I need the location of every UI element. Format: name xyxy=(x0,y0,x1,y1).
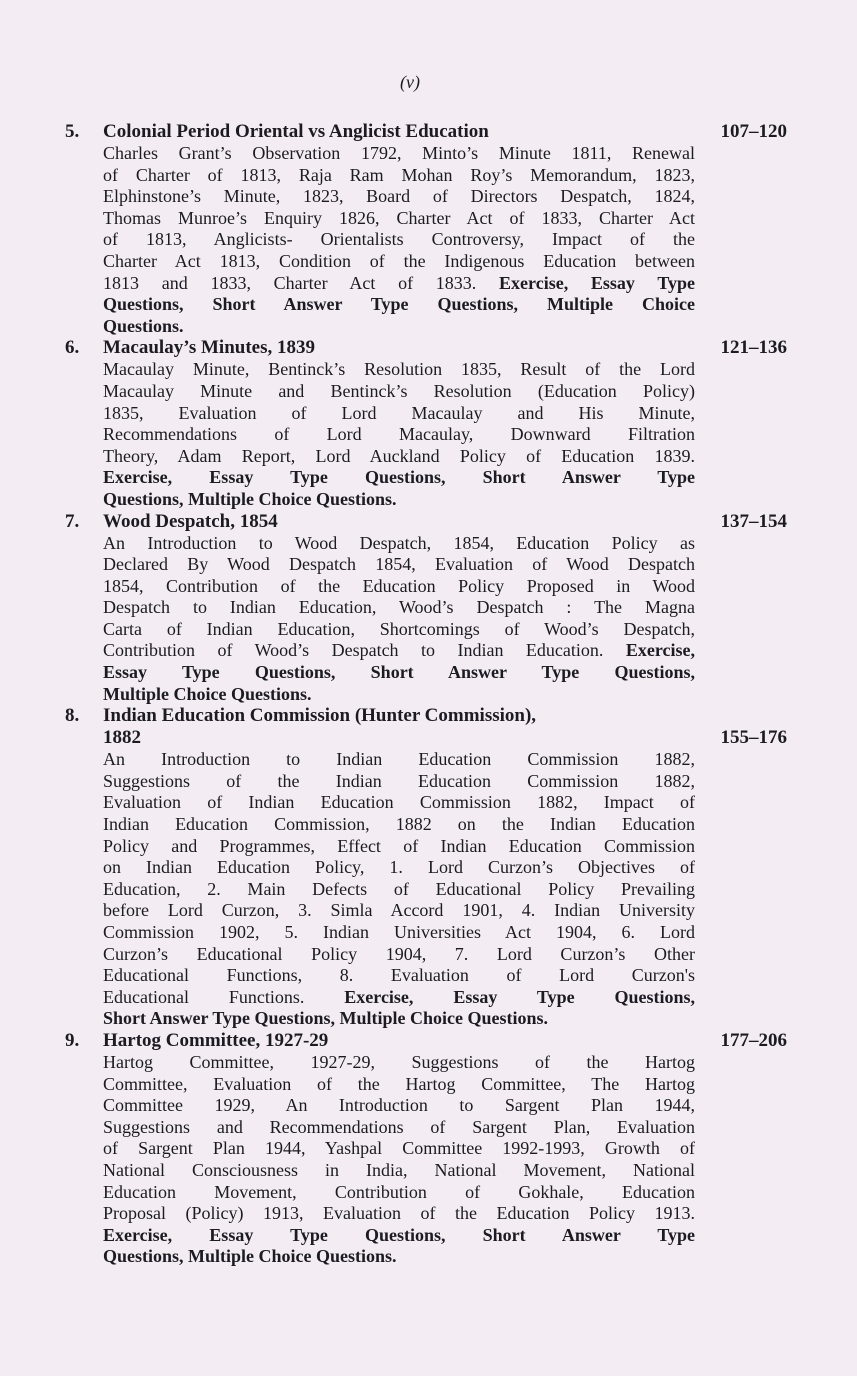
description-text: Theory, Adam Report, Lord Auckland Policy of Education 1839. xyxy=(103,445,695,466)
description-line xyxy=(103,857,695,879)
description-text: of Charter of 1813, Raja Ram Mohan Roy’s Memorandum, 1823, xyxy=(103,164,695,185)
description-text: 1835, Evaluation of Lord Macaulay and His Minute, xyxy=(103,402,695,423)
description-line xyxy=(103,1117,695,1139)
entry-description xyxy=(103,749,695,1030)
entry-title-continued: 1882 xyxy=(103,727,141,749)
entry-number: 5. xyxy=(65,121,80,142)
description-line xyxy=(103,446,695,468)
description-bold-text: Exercise, Essay Type xyxy=(499,272,695,293)
entry-pages: 107–120 xyxy=(720,121,787,142)
description-text: Elphinstone’s Minute, 1823, Board of Directors Despatch, 1824, xyxy=(103,186,695,207)
description-line xyxy=(103,165,695,187)
entry-title: Wood Despatch, 1854 xyxy=(103,510,278,532)
description-text: Commission 1902, 5. Indian Universities Act 1904, 6. Lord xyxy=(103,922,695,942)
description-text: Educational Functions. xyxy=(103,986,345,1007)
description-line xyxy=(103,186,695,208)
page-folio: (v) xyxy=(400,72,420,92)
description-line xyxy=(103,1182,695,1204)
description-line xyxy=(103,359,695,381)
description-text: 1813 and 1833, Charter Act of 1833. xyxy=(103,272,500,293)
description-line xyxy=(103,684,695,706)
entry-title: Hartog Committee, 1927-29 xyxy=(103,1029,329,1051)
description-line xyxy=(103,836,695,858)
description-text: Committee 1929, An Introduction to Sargent Plan 1944, xyxy=(103,1095,695,1116)
description-line xyxy=(103,143,695,165)
entry-pages: 177–206 xyxy=(720,1029,787,1051)
description-line xyxy=(103,533,695,555)
entry-pages: 137–154 xyxy=(720,510,787,532)
description-bold-text: Essay Type Questions, Short Answer Type Questions, xyxy=(103,662,695,683)
toc-entry xyxy=(65,121,787,337)
toc-entry xyxy=(65,337,787,510)
description-line xyxy=(103,879,695,901)
description-line xyxy=(103,749,695,771)
entry-number: 7. xyxy=(65,510,80,532)
description-text: An Introduction to Indian Education Commission 1882, xyxy=(103,749,695,770)
description-line xyxy=(103,229,695,251)
table-of-contents xyxy=(65,121,787,1268)
description-text: Recommendations of Lord Macaulay, Downward Filtration xyxy=(103,424,695,445)
entry-heading xyxy=(65,705,787,727)
entry-number: 9. xyxy=(65,1029,80,1051)
description-text: Thomas Munroe’s Enquiry 1826, Charter Act of 1833, Charter Act xyxy=(103,207,695,228)
entry-heading xyxy=(65,1030,787,1052)
description-text: Charter Act 1813, Condition of the Indigenous Education between xyxy=(103,250,695,271)
description-text: Despatch to Indian Education, Wood’s Despatch : The Magna xyxy=(103,597,695,618)
description-text: 1854, Contribution of the Education Policy Proposed in Wood xyxy=(103,575,695,596)
description-text: Suggestions of the Indian Education Commission 1882, xyxy=(103,770,695,791)
description-line xyxy=(103,1008,695,1030)
description-line xyxy=(103,814,695,836)
description-text: Proposal (Policy) 1913, Evaluation of the Education Policy 1913. xyxy=(103,1203,695,1224)
description-bold-text: Exercise, Essay Type Questions, xyxy=(344,986,695,1007)
entry-number: 8. xyxy=(65,705,80,727)
description-bold-text: Exercise, Essay Type Questions, Short Answer Type xyxy=(103,1224,695,1245)
entry-heading xyxy=(65,121,787,143)
description-text: on Indian Education Policy, 1. Lord Curzon’s Objectives of xyxy=(103,857,695,878)
description-bold-text: Questions, Short Answer Type Questions, Multiple Choice xyxy=(103,294,695,315)
description-text: Educational Functions, 8. Evaluation of Lord Curzon's xyxy=(103,965,695,986)
toc-entry xyxy=(65,1030,787,1268)
description-line xyxy=(103,576,695,598)
toc-entry xyxy=(65,511,787,706)
description-text: Declared By Wood Despatch 1854, Evaluation of Wood Despatch xyxy=(103,554,695,575)
description-bold-text: Exercise, xyxy=(625,640,695,661)
description-bold-text: Questions, Multiple Choice Questions. xyxy=(103,488,397,509)
toc-entry xyxy=(65,705,787,1030)
description-bold-text: Questions. xyxy=(103,315,184,336)
description-line xyxy=(103,965,695,987)
entry-title: Indian Education Commission (Hunter Commission), xyxy=(103,705,537,727)
description-line xyxy=(103,922,695,944)
description-text: Education Movement, Contribution of Gokhale, Education xyxy=(103,1181,695,1202)
description-line xyxy=(103,900,695,922)
description-text: before Lord Curzon, 3. Simla Accord 1901, 4. Indian University xyxy=(103,900,695,921)
entry-title: Macaulay’s Minutes, 1839 xyxy=(103,337,315,359)
description-line xyxy=(103,1203,695,1225)
entry-heading xyxy=(65,511,787,533)
description-text: Curzon’s Educational Policy 1904, 7. Lord Curzon’s Other xyxy=(103,943,695,964)
description-line xyxy=(103,597,695,619)
description-text: Indian Education Commission, 1882 on the Indian Education xyxy=(103,814,695,835)
description-line xyxy=(103,489,695,511)
description-line xyxy=(103,619,695,641)
entry-description xyxy=(103,1052,695,1268)
description-line xyxy=(103,1052,695,1074)
entry-title: Colonial Period Oriental vs Anglicist Education xyxy=(103,121,489,142)
description-line xyxy=(103,662,695,684)
description-line xyxy=(103,554,695,576)
description-text: An Introduction to Wood Despatch, 1854, Education Policy as xyxy=(103,532,695,553)
description-text: Suggestions and Recommendations of Sargent Plan, Evaluation xyxy=(103,1116,695,1137)
description-line xyxy=(103,771,695,793)
description-text: Education, 2. Main Defects of Educational Policy Prevailing xyxy=(103,878,695,899)
description-line xyxy=(103,294,695,316)
description-text: Policy and Programmes, Effect of Indian Education Commission xyxy=(103,835,695,856)
description-bold-text: Questions, Multiple Choice Questions. xyxy=(103,1246,397,1267)
description-line xyxy=(103,316,695,338)
description-line xyxy=(103,424,695,446)
description-text: Charles Grant’s Observation 1792, Minto’s Minute 1811, Renewal xyxy=(103,143,695,163)
description-text: Macaulay Minute and Bentinck’s Resolution (Education Policy) xyxy=(103,380,695,401)
entry-description xyxy=(103,143,695,337)
description-text: Macaulay Minute, Bentinck’s Resolution 1835, Result of the Lord xyxy=(103,359,695,380)
description-line xyxy=(103,273,695,295)
description-line xyxy=(103,1225,695,1247)
entry-description xyxy=(103,359,695,510)
description-bold-text: Short Answer Type Questions, Multiple Choice Questions. xyxy=(103,1008,549,1029)
description-text: Contribution of Wood’s Despatch to Indian Education. xyxy=(103,640,626,661)
entry-number: 6. xyxy=(65,337,80,359)
description-line xyxy=(103,640,695,662)
description-bold-text: Exercise, Essay Type Questions, Short Answer Type xyxy=(103,467,695,488)
description-line xyxy=(103,1160,695,1182)
description-text: of 1813, Anglicists- Orientalists Controversy, Impact of the xyxy=(103,229,695,250)
description-text: Hartog Committee, 1927-29, Suggestions of the Hartog xyxy=(103,1051,695,1072)
description-text: Committee, Evaluation of the Hartog Committee, The Hartog xyxy=(103,1073,695,1094)
description-line xyxy=(103,987,695,1009)
description-line xyxy=(103,792,695,814)
description-line xyxy=(103,403,695,425)
description-text: Carta of Indian Education, Shortcomings of Wood’s Despatch, xyxy=(103,618,695,639)
description-bold-text: Multiple Choice Questions. xyxy=(103,683,312,704)
entry-pages: 121–136 xyxy=(720,337,787,359)
description-line xyxy=(103,1138,695,1160)
description-text: Evaluation of Indian Education Commission 1882, Impact of xyxy=(103,792,695,813)
description-line xyxy=(103,1095,695,1117)
description-text: of Sargent Plan 1944, Yashpal Committee 1992-1993, Growth of xyxy=(103,1138,695,1159)
entry-heading xyxy=(65,337,787,359)
description-line xyxy=(103,381,695,403)
description-text: National Consciousness in India, National Movement, National xyxy=(103,1159,695,1180)
description-line xyxy=(103,467,695,489)
description-line xyxy=(103,944,695,966)
description-line xyxy=(103,1074,695,1096)
description-line xyxy=(103,208,695,230)
description-line xyxy=(103,1246,695,1268)
entry-heading-continued xyxy=(65,727,787,749)
entry-pages: 155–176 xyxy=(720,727,787,749)
entry-description xyxy=(103,533,695,706)
description-line xyxy=(103,251,695,273)
